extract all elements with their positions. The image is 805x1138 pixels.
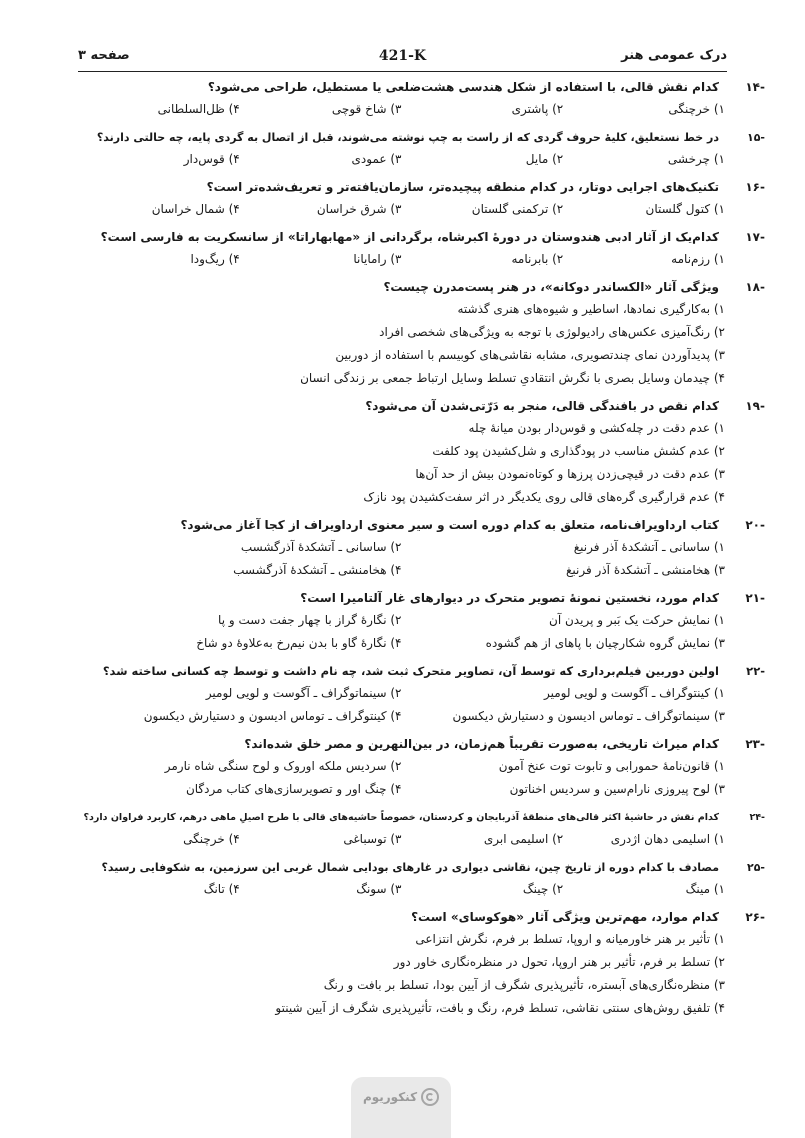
answer-option: ۱) کتول گلستان [645,202,725,216]
question-number: -۱۶ [745,180,765,194]
answer-option: ۴) تلفیق روش‌های سنتی نقاشی، تسلط فرم، رنگ و بافت، تأثیرپذیری شگرف از آیین شینتو [275,1001,725,1015]
answer-option: ۱) قانون‌نامهٔ حمورابی و تابوت توت عنخ آمون [498,759,725,773]
question-number: -۲۶ [745,910,765,924]
answer-option: ۱) رزم‌نامه [671,252,725,266]
answer-options [78,417,765,509]
question-text: کتاب ارداویراف‌نامه، متعلق به کدام دوره است و سیر معنوی ارداویراف از کجا آغاز می‌شود؟ [180,518,719,532]
answer-option: ۴) ظل‌السلطانی [157,102,240,116]
answer-option: ۱) چرخشی [667,152,725,166]
answer-option: ۲) چینگ [522,882,564,896]
answer-options [78,98,765,121]
answer-option: ۲) پاشتری [511,102,564,116]
question-text: اولین دوربین فیلم‌برداری که توسط آن، تصاویر متحرک ثبت شد، چه نام داشت و توسط چه کسانی ساخته شد؟ [102,664,719,678]
answer-option: ۴) چیدمان وسایل بصری با نگرش انتقادیِ تسلط وسایل ارتباط جمعی بر زندگی انسان [300,371,725,385]
answer-option: ۴) هخامنشی ـ آتشکدهٔ آذرگشسب [233,563,402,577]
page-number: صفحه ۳ [78,48,130,63]
question-block [78,857,765,901]
answer-option: ۱) کینتوگراف ـ آگوست و لویی لومیر [543,686,725,700]
answer-option: ۲) اسلیمی ابری [483,832,564,846]
question-number: -۲۱ [745,591,765,605]
answer-option: ۱) به‌کارگیری نمادها، اساطیر و شیوه‌های هنری گذشته [457,302,725,316]
answer-option: ۱) ساسانی ـ آتشکدهٔ آذر فرنبغ [573,540,725,554]
question-number: -۲۳ [745,737,765,751]
question-block [78,177,765,221]
question-text: ویژگی آثار «الکساندر دوکانه»، در هنر پست‌مدرن چیست؟ [383,280,719,294]
answer-option: ۴) عدم قرارگیری گره‌های قالی روی یکدیگر در اثر سفت‌کشیدن پود نازک [363,490,725,504]
question-text: کدام نقص در بافندگی قالی، منجر به دَرّتی‌شدن آن می‌شود؟ [365,399,719,413]
answer-option: ۱) نمایش حرکت یک بَبر و پریدن آن [549,613,725,627]
answer-option: ۳) شرق خراسان [316,202,402,216]
answer-option: ۳) لوح پیروزی نارام‌سین و سردیس اخناتون [509,782,725,796]
answer-option: ۲) مایل [525,152,564,166]
answer-option: ۲) بابرنامه [511,252,564,266]
question-text: کدام‌یک از آثار ادبی هندوستان در دورهٔ اکبرشاه، برگردانی از «مهابهاراتا» از سانسکریت به فارسی است؟ [100,230,719,244]
question-block [78,515,765,582]
answer-option: ۳) نمایش گروه شکارچیان با پاهای از هم گشوده [485,636,725,650]
answer-options [78,878,765,901]
question-block [78,588,765,655]
question-block [78,277,765,390]
answer-options [78,609,765,655]
answer-options [78,755,765,801]
question-line [78,227,765,248]
question-number: -۲۴ [749,812,765,823]
page-header [78,48,727,70]
answer-option: ۳) رامایانا [353,252,402,266]
answer-option: ۱) خرچنگی [668,102,725,116]
answer-option: ۳) هخامنشی ـ آتشکدهٔ آذر فرنبغ [566,563,725,577]
brand-logo-icon [421,1088,439,1106]
question-text: کدام نقش در حاشیهٔ اکثر قالی‌های منطقهٔ آذربایجان و کردستان، خصوصاً حاشیه‌های قالی با طرح اصیلِ ماهی درهم، کاربرد فراوان دارد؟ [83,812,719,823]
question-block [78,227,765,271]
answer-option: ۱) عدم دقت در چله‌کشی و قوس‌دار بودن میانهٔ چله [468,421,725,435]
question-line [78,396,765,417]
answer-option: ۳) منظره‌نگاری‌های آبستره، تأثیرپذیری شگرف از آیین بودا، تسلط بر بافت و رنگ [323,978,725,992]
answer-option: ۲) سردیس ملکه اوروک و لوح سنگی شاه نارمر [164,759,402,773]
answer-option: ۴) کینتوگراف ـ توماس ادیسون و دستیارش دیکسون [143,709,402,723]
answer-option: ۴) ریگ‌ودا [190,252,240,266]
question-list [78,77,765,1026]
question-block [78,396,765,509]
answer-option: ۲) عدم کشش مناسب در پودگذاری و شل‌کشیدن پود کلفت [432,444,725,458]
question-block [78,77,765,121]
question-text: کدام مورد، نخستین نمونهٔ تصویر متحرک در دیوارهای غار آلتامیرا است؟ [300,591,719,605]
question-line [78,734,765,755]
answer-option: ۱) تأثیر بر هنر خاورمیانه و اروپا، تسلط بر فرم، نگرش انتزاعی [415,932,725,946]
question-block [78,807,765,851]
question-text: کدام موارد، مهم‌ترین ویژگی آثار «هوکوسای» است؟ [411,910,719,924]
answer-option: ۳) عدم دقت در قیچی‌زدن پرزها و کوتاه‌نمودن بیش از حد آن‌ها [415,467,725,481]
question-number: -۱۸ [745,280,765,294]
brand-name: کنکوریوم [362,1090,418,1104]
answer-option: ۴) خرچنگی [183,832,240,846]
answer-option: ۴) نگارهٔ گاو با بدن نیم‌رخ به‌علاوهٔ دو شاخ [196,636,402,650]
answer-option: ۱) مینگ [685,882,725,896]
question-number: -۲۲ [746,664,765,678]
answer-options [78,682,765,728]
answer-option: ۲) سینماتوگراف ـ آگوست و لویی لومیر [205,686,402,700]
question-block [78,127,765,171]
answer-options [78,928,765,1020]
answer-option: ۳) شاخ قوچی [331,102,402,116]
question-block [78,661,765,728]
answer-option: ۴) قوس‌دار [183,152,240,166]
question-block [78,734,765,801]
answer-option: ۴) تانگ [203,882,240,896]
question-line [78,661,765,682]
subject-title: درک عمومی هنر [621,48,727,63]
answer-options [78,198,765,221]
question-line [78,588,765,609]
answer-options [78,828,765,851]
question-line [78,907,765,928]
question-block [78,907,765,1020]
question-text: کدام نقش قالی، با استفاده از شکل هندسی هشت‌ضلعی یا مستطیل، طراحی می‌شود؟ [207,80,719,94]
question-line [78,177,765,198]
answer-option: ۳) توسباغی [343,832,402,846]
question-line [78,77,765,98]
question-number: -۱۹ [745,399,765,413]
exam-code: 421-K [378,48,427,64]
answer-option: ۳) سونگ [356,882,402,896]
answer-options [78,148,765,171]
question-text: مصادف با کدام دوره از تاریخ چین، نقاشی دیواری در غارهای بودایی شمال غربی این سرزمین، به شکوفایی رسید؟ [101,861,719,874]
question-text: در خط نستعلیق، کلیهٔ حروف گردی که از راست به چپ نوشته می‌شوند، قبل از اتصال به گردی پایه، چه حالتی دارند؟ [96,131,719,144]
question-number: -۱۷ [745,230,765,244]
answer-option: ۳) پدیدآوردن نمای چندتصویری، مشابه نقاشی‌های کوبیسم با استفاده از دوربین [335,348,725,362]
question-line [78,277,765,298]
question-line [78,127,765,148]
question-line [78,515,765,536]
question-line [78,857,765,878]
answer-options [78,298,765,390]
answer-options [78,248,765,271]
question-text: کدام میراث تاریخی، به‌صورت تقریباً هم‌زمان، در بین‌النهرین و مصر خلق شده‌اند؟ [244,737,719,751]
question-text: تکنیک‌های اجرایی دوتار، در کدام منطقه پیچیده‌تر، سازمان‌یافته‌تر و تعریف‌شده‌تر است؟ [206,180,719,194]
header-divider [78,71,727,72]
answer-option: ۳) عمودی [351,152,402,166]
answer-option: ۲) نگارهٔ گراز با چهار جفت دست و پا [218,613,402,627]
question-number: -۲۰ [745,518,765,532]
question-number: -۱۴ [745,80,765,94]
answer-options [78,536,765,582]
answer-option: ۱) اسلیمی دهان اژدری [610,832,725,846]
answer-option: ۲) رنگ‌آمیزی عکس‌های رادیولوژی با توجه به ویژگی‌های شخصی افراد [379,325,725,339]
answer-option: ۲) ساسانی ـ آتشکدهٔ آذرگشسب [240,540,402,554]
answer-option: ۳) سینماتوگراف ـ توماس ادیسون و دستیارش دیکسون [452,709,725,723]
answer-option: ۴) شمال خراسان [151,202,240,216]
brand-watermark [351,1077,451,1138]
answer-option: ۴) چنگ اور و تصویرسازی‌های کتاب مردگان [185,782,402,796]
question-number: -۲۵ [746,861,765,874]
question-line [78,807,765,828]
answer-option: ۲) ترکمنی گلستان [471,202,564,216]
question-number: -۱۵ [746,131,765,144]
answer-option: ۲) تسلط بر فرم، تأثیر بر هنر اروپا، تحول در منظره‌نگاری خاور دور [393,955,725,969]
